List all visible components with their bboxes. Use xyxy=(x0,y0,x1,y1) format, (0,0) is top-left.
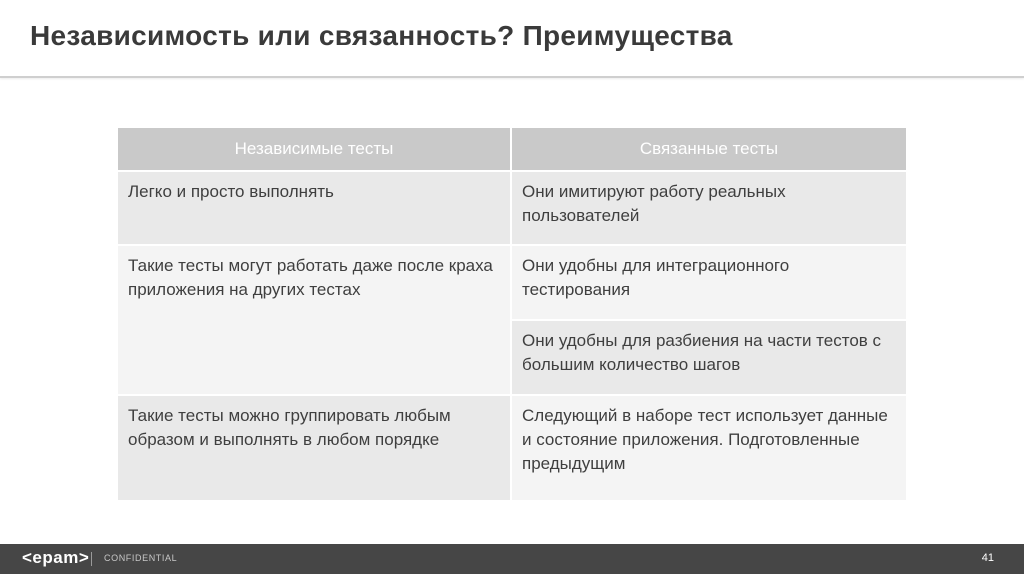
table-cell-right-3: Они удобны для разбиения на части тестов с большим количество шагов xyxy=(512,321,906,394)
confidential-label: CONFIDENTIAL xyxy=(104,553,178,563)
table-cell-right-2: Они удобны для интеграционного тестирования xyxy=(512,246,906,319)
slide-title: Независимость или связанность? Преимущества xyxy=(30,20,733,51)
slide-footer xyxy=(0,544,1024,574)
table-header-independent: Независимые тесты xyxy=(118,128,510,170)
table-cell-right-4: Следующий в наборе тест использует данные и состояние приложения. Подготовленные предыдущим xyxy=(512,396,906,500)
page-number: 41 xyxy=(981,552,994,564)
table-cell-right-1: Они имитируют работу реальных пользователей xyxy=(512,172,906,244)
slide-header xyxy=(0,0,1024,78)
footer-divider xyxy=(91,552,92,566)
table-cell-left-2: Такие тесты могут работать даже после краха приложения на других тестах xyxy=(118,246,510,394)
comparison-table xyxy=(118,128,906,500)
table-header-dependent: Связанные тесты xyxy=(512,128,906,170)
epam-logo: <epam> xyxy=(22,548,90,567)
table-cell-left-1: Легко и просто выполнять xyxy=(118,172,510,244)
table-cell-left-3: Такие тесты можно группировать любым образом и выполнять в любом порядке xyxy=(118,396,510,500)
